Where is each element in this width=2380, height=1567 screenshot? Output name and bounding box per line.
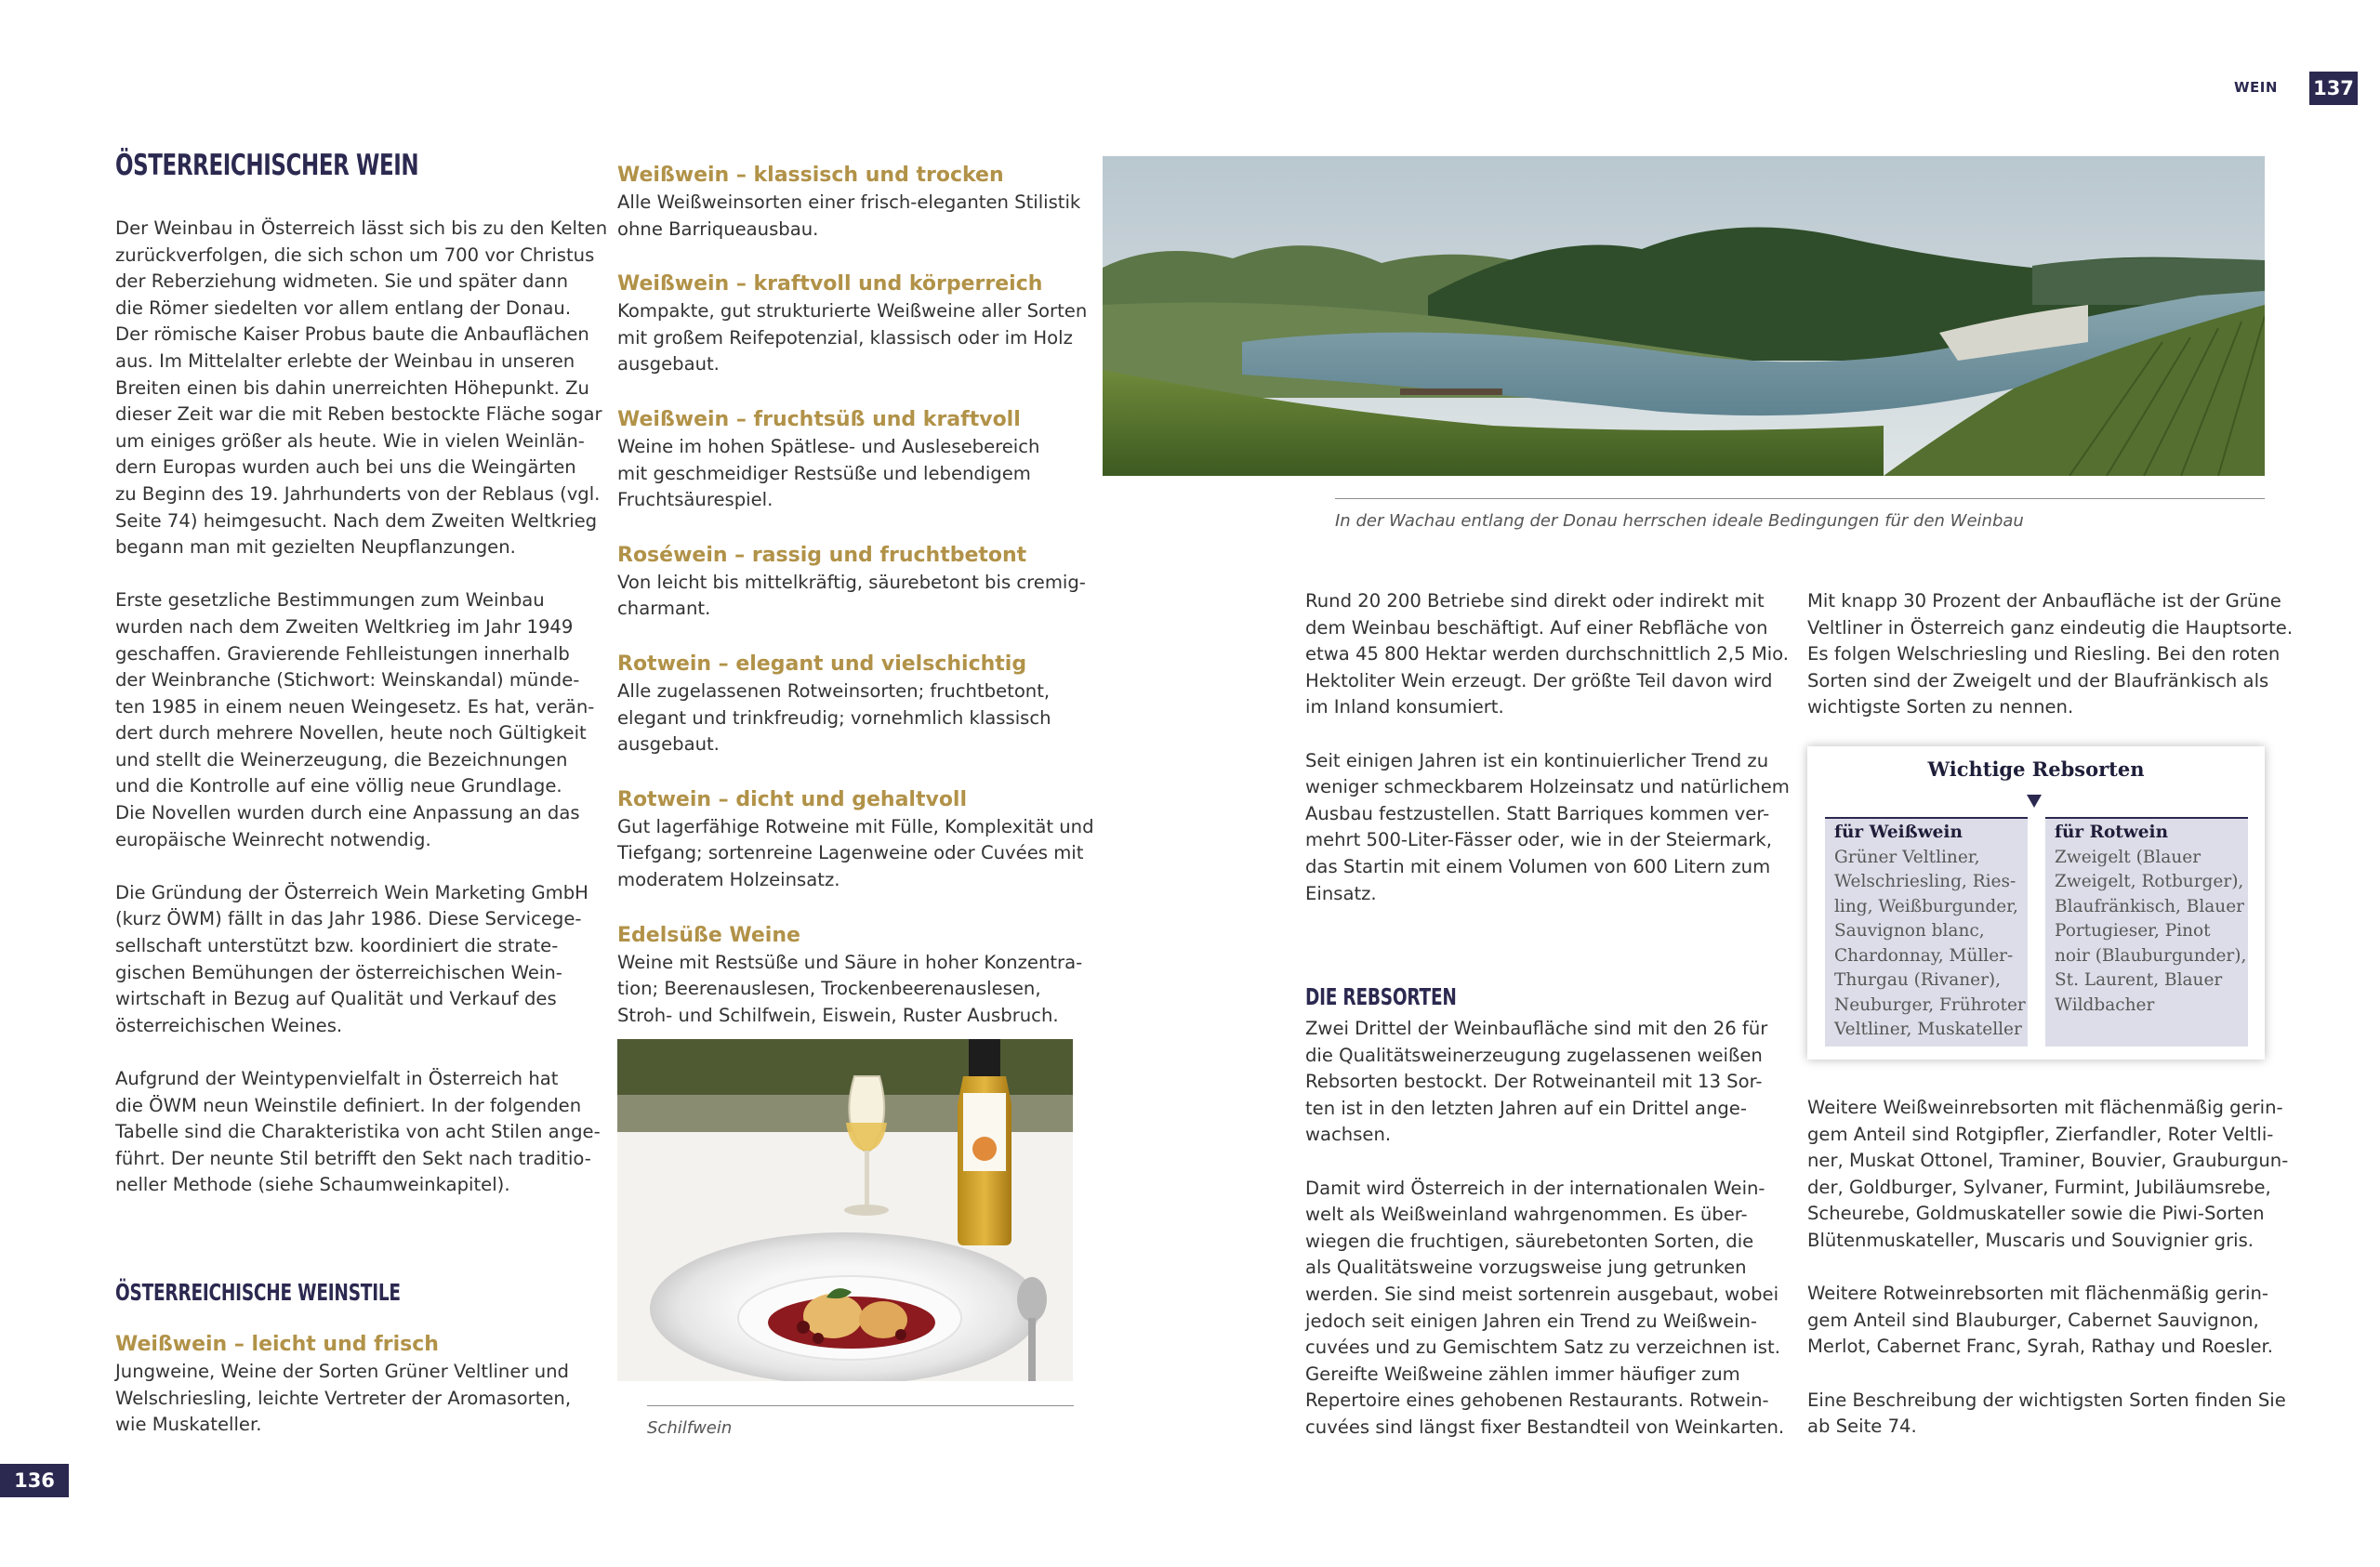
text-line: Rund 20 200 Betriebe sind direkt oder indirekt mit	[1305, 590, 1765, 612]
text-line: mit großem Reifepotenzial, klassisch oder im Holz	[617, 326, 1073, 349]
body-paragraph	[115, 216, 608, 561]
body-paragraph	[1807, 588, 2294, 721]
text-line: gischen Bemühungen der österreichischen Wein-	[115, 961, 562, 983]
body-paragraph	[1305, 1016, 1789, 1149]
text-line: Mit knapp 30 Prozent der Anbaufläche ist der Grüne	[1807, 590, 2281, 612]
river-caption: In der Wachau entlang der Donau herrschen ideale Bedingungen für den Weinbau	[1335, 511, 2024, 531]
text-line: dert durch mehrere Novellen, heute noch Gültigkeit	[115, 722, 587, 744]
wine-style-entry	[617, 406, 1082, 514]
red-column-head: für Rotwein	[2055, 823, 2169, 842]
text-line: Aufgrund der Weintypenvielfalt in Österreich hat	[115, 1068, 559, 1089]
text-line: der Weinbranche (Stichwort: Weinskandal) münde-	[115, 669, 580, 691]
body-paragraph	[115, 880, 589, 1040]
left-column	[115, 149, 580, 182]
text-line: Seit einigen Jahren ist ein kontinuierlicher Trend zu	[1305, 749, 1769, 771]
text-line: als Qualitätsweine vorzugsweise jung getrunken	[1305, 1257, 1747, 1279]
right-column-2	[1807, 588, 2294, 721]
style-title: Weißwein – fruchtsüß und kraftvoll	[617, 407, 1021, 431]
text-line: und die Kontrolle auf eine völlig neue Grundlage.	[115, 775, 562, 797]
page-number-left	[0, 1464, 69, 1497]
body-paragraph	[1807, 1388, 2291, 1441]
style-title: Rotwein – dicht und gehaltvoll	[617, 787, 968, 811]
variety-line: noir (Blauburgunder),	[2055, 945, 2247, 966]
text-line: geschaffen. Gravierende Fehlleistungen innerhalb	[115, 642, 570, 665]
text-line: Gut lagerfähige Rotweine mit Fülle, Komplexität und	[617, 815, 1094, 837]
text-line: der, Goldburger, Sylvaner, Furmint, Jubiläumsrebe,	[1807, 1176, 2271, 1198]
text-line: Ausbau festzustellen. Statt Barriques kommen ver-	[1305, 802, 1770, 824]
variety-line: Welschriesling, Ries-	[1834, 872, 2016, 891]
style-description	[617, 678, 1082, 758]
text-line: wachsen.	[1305, 1124, 1392, 1146]
text-line: Weitere Rotweinrebsorten mit flächenmäßig gerin-	[1807, 1283, 2268, 1305]
variety-line: Zweigelt (Blauer	[2055, 847, 2202, 867]
body-paragraph	[115, 1066, 601, 1199]
variety-line: Sauvignon blanc,	[1834, 921, 1985, 941]
text-line: wichtigste Sorten zu nennen.	[1807, 696, 2074, 718]
style-description	[617, 950, 1082, 1030]
text-line: Der Weinbau in Österreich lässt sich bis zu den Kelten	[115, 217, 608, 239]
weinstile-heading: ÖSTERREICHISCHE WEINSTILE	[115, 1279, 401, 1306]
variety-line: Grüner Veltliner,	[1834, 847, 1980, 867]
infobox-white-column	[1825, 817, 2028, 1047]
style-description	[617, 434, 1082, 514]
variety-line: Blaufränkisch, Blauer	[2055, 896, 2244, 916]
text-line: ten ist in den letzten Jahren auf ein Drittel ange-	[1305, 1097, 1747, 1119]
text-line: wurden nach dem Zweiten Weltkrieg im Jahr 1949	[115, 615, 574, 638]
right-column-2-lower	[1807, 1095, 2291, 1467]
white-column-head: für Weißwein	[1834, 823, 1963, 842]
infobox-title: Wichtige Rebsorten	[1927, 757, 2145, 781]
text-line: führt. Der neunte Stil betrifft den Sekt nach traditio-	[115, 1147, 591, 1169]
text-line: welt als Weißweinland wahrgenommen. Es über-	[1305, 1204, 1748, 1226]
text-line: wiegen die fruchtigen, säurebetonten Sorten, die	[1305, 1230, 1754, 1252]
text-line: Blütenmuskateller, Muscaris und Souvignier gris.	[1807, 1229, 2254, 1251]
text-line: cuvées und zu Gemischtem Satz zu verzeichnen ist.	[1305, 1337, 1780, 1359]
variety-line: Chardonnay, Müller-	[1834, 945, 2014, 966]
text-line: Seite 74) heimgesucht. Nach dem Zweiten Weltkrieg	[115, 509, 598, 532]
text-line: um einiges größer als heute. Wie in vielen Weinlän-	[115, 429, 585, 452]
dessert-plate-illustration	[617, 1039, 1073, 1381]
page-number-left-text: 136	[14, 1469, 55, 1492]
body-paragraph	[1807, 1281, 2291, 1361]
text-line: Weine im hohen Spätlese- und Auslesebereich	[617, 435, 1040, 457]
text-line: ohne Barriqueausbau.	[617, 217, 819, 240]
wine-style-entry	[617, 270, 1088, 378]
text-line: zurückverfolgen, die sich schon um 700 vor Christus	[115, 244, 595, 266]
text-line: das Startin mit einem Volumen von 600 Litern zum	[1305, 855, 1771, 877]
rebsorten-heading: DIE REBSORTEN	[1305, 983, 1457, 1010]
text-line: Alle Weißweinsorten einer frisch-eleganten Stilistik	[617, 191, 1081, 213]
body-paragraph	[115, 587, 595, 853]
text-line: die Römer siedelten vor allem entlang der Donau.	[115, 296, 572, 319]
style-description	[115, 1359, 580, 1439]
infobox-red-column	[2045, 817, 2248, 1047]
variety-line: Wildbacher	[2055, 994, 2155, 1015]
text-line: Es folgen Welschriesling und Riesling. Bei den roten	[1807, 643, 2281, 665]
text-line: Eine Beschreibung der wichtigsten Sorten finden Sie	[1807, 1389, 2286, 1411]
variety-line: St. Laurent, Blauer	[2055, 970, 2223, 990]
body-paragraph	[1807, 1095, 2291, 1255]
body-paragraph	[1305, 748, 1789, 908]
style-title: Edelsüße Weine	[617, 923, 800, 947]
text-line: Stroh- und Schilfwein, Eiswein, Ruster Ausbruch.	[617, 1004, 1059, 1026]
text-line: der Reberziehung widmeten. Sie und später dann	[115, 270, 569, 293]
style-title: Roséwein – rassig und fruchtbetont	[617, 543, 1027, 567]
rebsorten-heading-block	[1305, 983, 1770, 1010]
text-line: Veltliner in Österreich ganz eindeutig die Hauptsorte.	[1807, 616, 2294, 639]
text-line: Kompakte, gut strukturierte Weißweine aller Sorten	[617, 300, 1088, 323]
style-description	[617, 190, 1082, 243]
text-line: Jungweine, Weine der Sorten Grüner Veltliner und	[115, 1361, 569, 1382]
text-line: Von leicht bis mittelkräftig, säurebetont bis cremig-	[617, 571, 1086, 593]
page-number-right-text: 137	[2313, 77, 2354, 99]
text-line: Rebsorten bestockt. Der Rotweinanteil mit 13 Sor-	[1305, 1071, 1763, 1093]
wine-style-entry	[617, 786, 1094, 894]
variety-line: Neuburger, Frühroter	[1834, 994, 2026, 1015]
variety-line: ling, Weißburgunder,	[1834, 896, 2018, 916]
text-line: Merlot, Cabernet Franc, Syrah, Rathay und Roesler.	[1807, 1336, 2273, 1358]
body-paragraph	[1305, 1176, 1789, 1442]
text-line: gem Anteil sind Blauburger, Cabernet Sauvignon,	[1807, 1309, 2259, 1331]
text-line: und stellt die Weinerzeugung, die Bezeichnungen	[115, 748, 568, 770]
weinstile-heading-block	[115, 1279, 580, 1306]
text-line: wie Muskateller.	[115, 1414, 262, 1436]
text-line: Gereifte Weißweine zählen immer häufiger zum	[1305, 1363, 1740, 1385]
styles-column	[617, 162, 1094, 1057]
text-line: im Inland konsumiert.	[1305, 696, 1504, 718]
wine-style-entry	[617, 922, 1082, 1030]
text-line: neller Methode (siehe Schaumweinkapitel).	[115, 1174, 510, 1196]
style-title: Weißwein – kraftvoll und körperreich	[617, 272, 1043, 296]
text-line: Erste gesetzliche Bestimmungen zum Weinbau	[115, 589, 545, 612]
page-title: ÖSTERREICHISCHER WEIN	[115, 149, 419, 182]
text-line: Sorten sind der Zweigelt und der Blaufränkisch als	[1807, 669, 2269, 691]
text-line: Welschriesling, leichte Vertreter der Aromasorten,	[115, 1387, 572, 1409]
text-line: ausgebaut.	[617, 733, 720, 756]
variety-line: Portugieser, Pinot	[2055, 921, 2211, 941]
style-description	[617, 814, 1094, 894]
text-line: dern Europas wurden auch bei uns die Weingärten	[115, 456, 576, 479]
text-line: Tabelle sind die Charakteristika von acht Stilen ange-	[115, 1121, 601, 1143]
text-line: Fruchtsäurespiel.	[617, 489, 774, 511]
text-line: ner, Muskat Ottonel, Traminer, Bouvier, Grauburgun-	[1807, 1150, 2289, 1172]
text-line: österreichischen Weines.	[115, 1014, 343, 1036]
text-line: mit geschmeidiger Restsüße und lebendigem	[617, 462, 1031, 484]
text-line: moderatem Holzeinsatz.	[617, 868, 840, 890]
variety-line: Thurgau (Rivaner),	[1834, 970, 2002, 990]
variety-line: Veltliner, Muskateller	[1834, 1020, 2022, 1039]
style-title: Rotwein – elegant und vielschichtig	[617, 652, 1027, 676]
text-line: charmant.	[617, 598, 711, 620]
text-line: Scheurebe, Goldmuskateller sowie die Piwi-Sorten	[1807, 1203, 2265, 1225]
text-line: werden. Sie sind meist sortenrein ausgebaut, wobei	[1305, 1283, 1779, 1305]
text-line: Repertoire eines gehobenen Restaurants. Rotwein-	[1305, 1389, 1769, 1412]
page-number-right	[2309, 72, 2358, 105]
river-landscape-illustration	[1103, 156, 2265, 476]
infobox-arrow-icon	[2027, 795, 2042, 808]
text-line: weniger schmeckbarem Holzeinsatz und natürlichem	[1305, 776, 1790, 798]
text-line: elegant und trinkfreudig; vornehmlich klassisch	[617, 706, 1051, 729]
text-line: wirtschaft in Bezug auf Qualität und Verkauf des	[115, 988, 557, 1010]
first-style-block	[115, 1331, 580, 1439]
text-line: (kurz ÖWM) fällt in das Jahr 1986. Diese Servicege-	[115, 908, 582, 930]
text-line: Tiefgang; sortenreine Lagenweine oder Cuvées mit	[617, 842, 1084, 864]
text-line: Breiten einen bis dahin unerreichten Höhepunkt. Zu	[115, 376, 589, 399]
wine-style-entry	[617, 542, 1086, 623]
right-column-1-lower	[1305, 1016, 1789, 1468]
left-body	[115, 216, 608, 1226]
text-line: ab Seite 74.	[1807, 1416, 1917, 1438]
text-line: Weitere Weißweinrebsorten mit flächenmäßig gerin-	[1807, 1097, 2283, 1118]
text-line: cuvées sind längst fixer Bestandteil von Weinkarten.	[1305, 1416, 1785, 1438]
text-line: mehrt 500-Liter-Fässer oder, wie in der Steiermark,	[1305, 829, 1772, 851]
food-caption: Schilfwein	[647, 1418, 733, 1438]
text-line: Zwei Drittel der Weinbaufläche sind mit den 26 für	[1305, 1018, 1768, 1039]
food-caption-rule	[647, 1405, 1074, 1406]
style-description	[617, 570, 1086, 623]
body-paragraph	[1305, 588, 1789, 721]
text-line: dem Weinbau beschäftigt. Auf einer Rebfläche von	[1305, 616, 1768, 639]
text-line: begann man mit gezielten Neupflanzungen.	[115, 536, 516, 559]
text-line: europäische Weinrecht notwendig.	[115, 828, 431, 850]
style-title: Weißwein – leicht und frisch	[115, 1333, 439, 1356]
wine-style-entry	[617, 162, 1082, 243]
text-line: gem Anteil sind Rotgipfler, Zierfandler, Roter Veltli-	[1807, 1123, 2274, 1145]
text-line: etwa 45 800 Hektar werden durchschnittlich 2,5 Mio.	[1305, 643, 1790, 665]
text-line: Hektoliter Wein erzeugt. Der größte Teil davon wird	[1305, 669, 1773, 691]
text-line: Einsatz.	[1305, 882, 1377, 904]
text-line: Damit wird Österreich in der internationalen Wein-	[1305, 1177, 1765, 1199]
style-description	[617, 298, 1088, 378]
variety-line: Zweigelt, Rotburger),	[2055, 872, 2244, 891]
text-line: Weine mit Restsüße und Säure in hoher Konzentra-	[617, 951, 1083, 973]
text-line: dieser Zeit war die mit Reben bestockte Fläche sogar	[115, 403, 602, 426]
text-line: Die Novellen wurden durch eine Anpassung an das	[115, 802, 580, 824]
text-line: tion; Beerenauslesen, Trockenbeerenauslesen,	[617, 978, 1041, 1000]
text-line: Die Gründung der Österreich Wein Marketing GmbH	[115, 881, 588, 903]
text-line: Der römische Kaiser Probus baute die Anbauflächen	[115, 323, 589, 346]
text-line: ausgebaut.	[617, 353, 720, 375]
right-column-1	[1305, 588, 1789, 934]
running-header: WEIN	[2234, 79, 2278, 96]
wachau-panorama-photo	[1103, 156, 2265, 476]
text-line: die Qualitätsweinerzeugung zugelassenen weißen	[1305, 1044, 1763, 1066]
river-caption-rule	[1335, 498, 2265, 499]
style-title: Weißwein – klassisch und trocken	[617, 164, 1004, 187]
text-line: sellschaft unterstützt bzw. koordiniert die strate-	[115, 935, 559, 957]
text-line: die ÖWM neun Weinstile definiert. In der folgenden	[115, 1094, 582, 1116]
text-line: Alle zugelassenen Rotweinsorten; fruchtbetont,	[617, 679, 1051, 702]
text-line: ten 1985 in einem neuen Weingesetz. Es hat, verän-	[115, 695, 595, 718]
text-line: aus. Im Mittelalter erlebte der Weinbau in unseren	[115, 349, 575, 372]
text-line: jedoch seit einigen Jahren ein Trend zu Weißwein-	[1305, 1310, 1757, 1332]
wine-style-entry	[617, 651, 1082, 758]
schilfwein-photo	[617, 1039, 1073, 1381]
text-line: zu Beginn des 19. Jahrhunderts von der Reblaus (vgl.	[115, 482, 601, 505]
rebsorten-infobox	[1807, 746, 2265, 1060]
